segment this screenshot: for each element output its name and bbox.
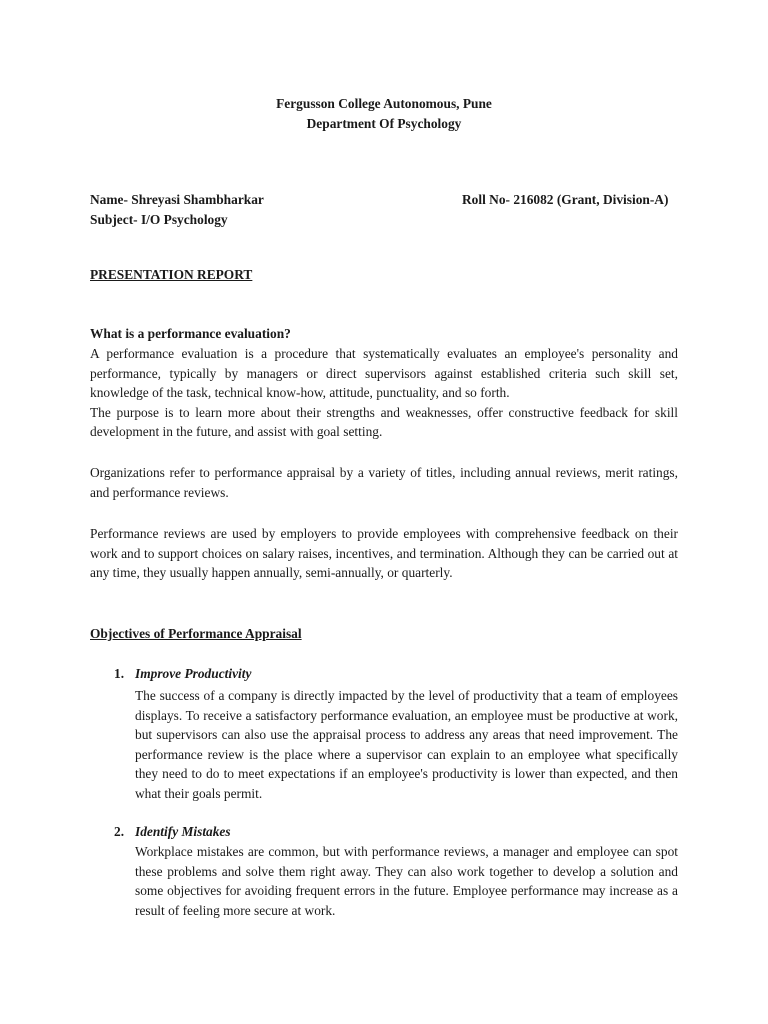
report-title: PRESENTATION REPORT [90, 267, 253, 282]
paragraph: The purpose is to learn more about their strengths and weaknesses, offer constructive feedback for skill development in the future, and assist with goal setting. [90, 404, 678, 439]
department-name: Department Of Psychology [306, 116, 462, 131]
paragraph: Performance reviews are used by employers to provide employees with comprehensive feedback on their work and to support choices on salary raises, incentives, and termination. Although they can be carried out at any time, they usually happen annually, semi-annually, or quarterly. [90, 526, 678, 580]
list-item-title: Improve Productivity [135, 666, 252, 681]
roll-number: Roll No- 216082 (Grant, Division-A) [462, 192, 669, 207]
evaluation-paragraph-group [90, 344, 678, 442]
list-item-title: Identify Mistakes [135, 824, 231, 839]
section-heading-objectives: Objectives of Performance Appraisal [90, 626, 302, 641]
list-item-heading [114, 822, 231, 842]
subject: Subject- I/O Psychology [90, 212, 228, 227]
list-number: 1. [114, 666, 125, 681]
list-number: 2. [114, 824, 125, 839]
list-item-text: The success of a company is directly impacted by the level of productivity that a team of employees displays. To receive a satisfactory performance evaluation, an employee must be productive at work, but supervisors can also use the appraisal process to address any areas that need improvement. The performance review is the place where a supervisor can explain to an employee what specifically they need to do to meet expectations if an employee's productivity is lower than expected, and then what their goals permit. [135, 688, 678, 801]
section-heading-performance-evaluation: What is a performance evaluation? [90, 326, 291, 341]
paragraph: A performance evaluation is a procedure that systematically evaluates an employee's personality and performance, typically by managers or direct supervisors against established criteria such skill set, knowledge of the task, technical know-how, attitude, punctuality, and so forth. [90, 346, 678, 400]
student-name: Name- Shreyasi Shambharkar [90, 192, 264, 207]
list-item-text: Workplace mistakes are common, but with performance reviews, a manager and employee can spot these problems and solve them right away. They can also work together to develop a solution and some objectives for avoiding frequent errors in the future. Employee performance may increase as a result of feeling more secure at work. [135, 844, 678, 918]
list-item-heading [114, 664, 251, 684]
paragraph: Organizations refer to performance appraisal by a variety of titles, including annual reviews, merit ratings, and performance reviews. [90, 465, 678, 500]
college-name: Fergusson College Autonomous, Pune [276, 96, 492, 111]
